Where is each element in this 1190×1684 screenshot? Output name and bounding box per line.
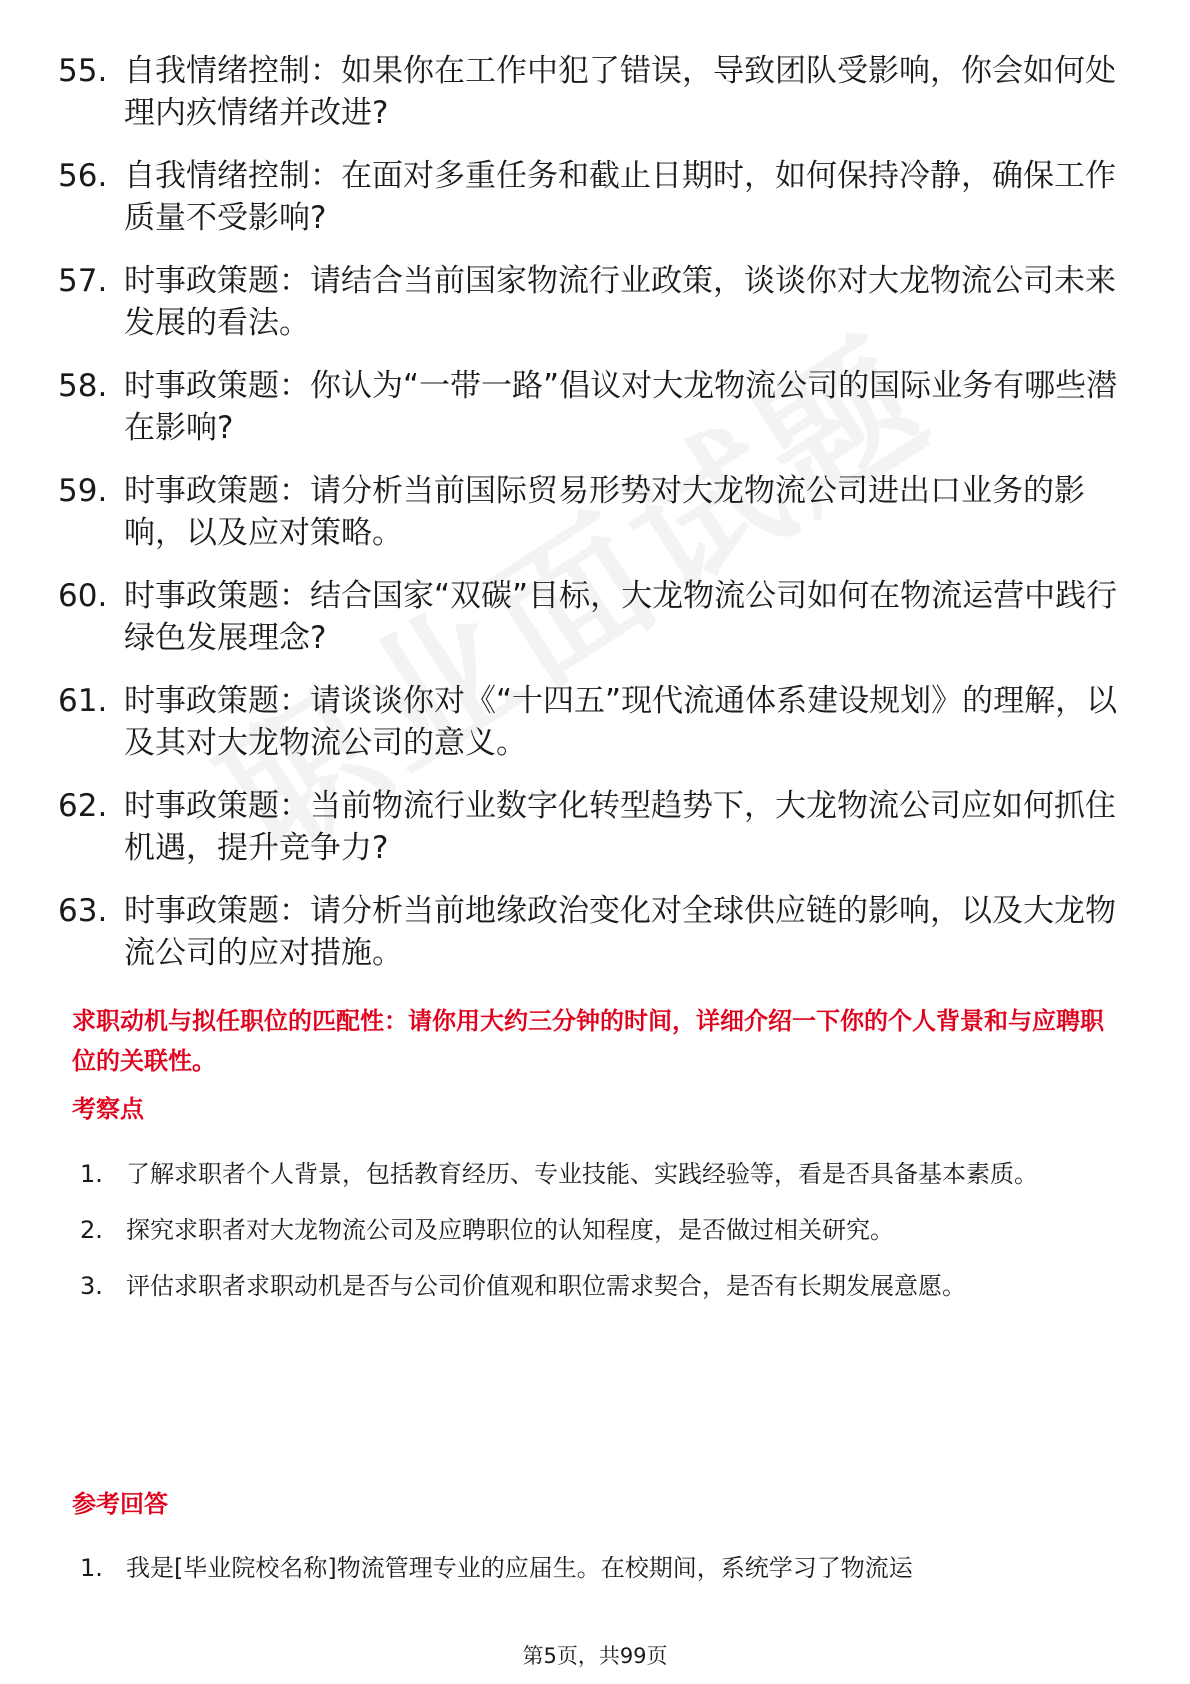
question-number: 55.: [58, 53, 108, 89]
list-item: [58, 365, 1118, 449]
list-item: [58, 575, 1118, 659]
item-text: 评估求职者求职动机是否与公司价值观和职位需求契合，是否有长期发展意愿。: [126, 1272, 966, 1300]
item-number: 1.: [80, 1554, 103, 1582]
list-item: [58, 155, 1118, 239]
item-number: 2.: [80, 1216, 103, 1244]
question-list: [58, 50, 1118, 995]
question-number: 56.: [58, 158, 108, 194]
reference-answer-list: [80, 1540, 1120, 1596]
question-number: 62.: [58, 788, 108, 824]
page-number: 第5页，共99页: [522, 1644, 668, 1668]
item-text: 了解求职者个人背景，包括教育经历、专业技能、实践经验等，看是否具备基本素质。: [126, 1160, 1038, 1188]
exam-points-list: [80, 1146, 1120, 1314]
question-text: 时事政策题：请谈谈你对《“十四五”现代流通体系建设规划》的理解，以及其对大龙物流公司的意义。: [124, 683, 1118, 761]
list-item: [58, 50, 1118, 134]
question-number: 63.: [58, 893, 108, 929]
list-item: [80, 1258, 1120, 1314]
question-number: 59.: [58, 473, 108, 509]
motive-question-heading: 求职动机与拟任职位的匹配性：请你用大约三分钟的时间，详细介绍一下你的个人背景和与应聘职位的关联性。: [72, 1007, 1104, 1075]
reference-answer-title: 参考回答: [72, 1490, 168, 1518]
question-text: 时事政策题：当前物流行业数字化转型趋势下，大龙物流公司应如何抓住机遇，提升竞争力?: [124, 788, 1116, 866]
item-text: 我是[毕业院校名称]物流管理专业的应届生。在校期间，系统学习了物流运: [126, 1554, 913, 1582]
list-item: [80, 1146, 1120, 1202]
question-number: 60.: [58, 578, 108, 614]
question-text: 时事政策题：请分析当前国际贸易形势对大龙物流公司进出口业务的影响，以及应对策略。: [124, 473, 1085, 551]
question-text: 时事政策题：请分析当前地缘政治变化对全球供应链的影响，以及大龙物流公司的应对措施。: [124, 893, 1116, 971]
list-item: [80, 1540, 1120, 1596]
list-item: [58, 890, 1118, 974]
question-text: 时事政策题：结合国家“双碳”目标，大龙物流公司如何在物流运营中践行绿色发展理念?: [124, 578, 1118, 656]
list-item: [58, 680, 1118, 764]
question-number: 61.: [58, 683, 108, 719]
list-item: [58, 260, 1118, 344]
item-number: 1.: [80, 1160, 103, 1188]
question-text: 自我情绪控制：如果你在工作中犯了错误，导致团队受影响，你会如何处理内疚情绪并改进?: [124, 53, 1116, 131]
question-number: 58.: [58, 368, 108, 404]
list-item: [58, 470, 1118, 554]
list-item: [58, 785, 1118, 869]
question-text: 时事政策题：你认为“一带一路”倡议对大龙物流公司的国际业务有哪些潜在影响?: [124, 368, 1118, 446]
list-item: [80, 1202, 1120, 1258]
exam-points-title: 考察点: [72, 1095, 144, 1123]
item-number: 3.: [80, 1272, 103, 1300]
question-number: 57.: [58, 263, 108, 299]
item-text: 探究求职者对大龙物流公司及应聘职位的认知程度，是否做过相关研究。: [126, 1216, 894, 1244]
question-text: 自我情绪控制：在面对多重任务和截止日期时，如何保持冷静，确保工作质量不受影响?: [124, 158, 1116, 236]
question-text: 时事政策题：请结合当前国家物流行业政策，谈谈你对大龙物流公司未来发展的看法。: [124, 263, 1116, 341]
